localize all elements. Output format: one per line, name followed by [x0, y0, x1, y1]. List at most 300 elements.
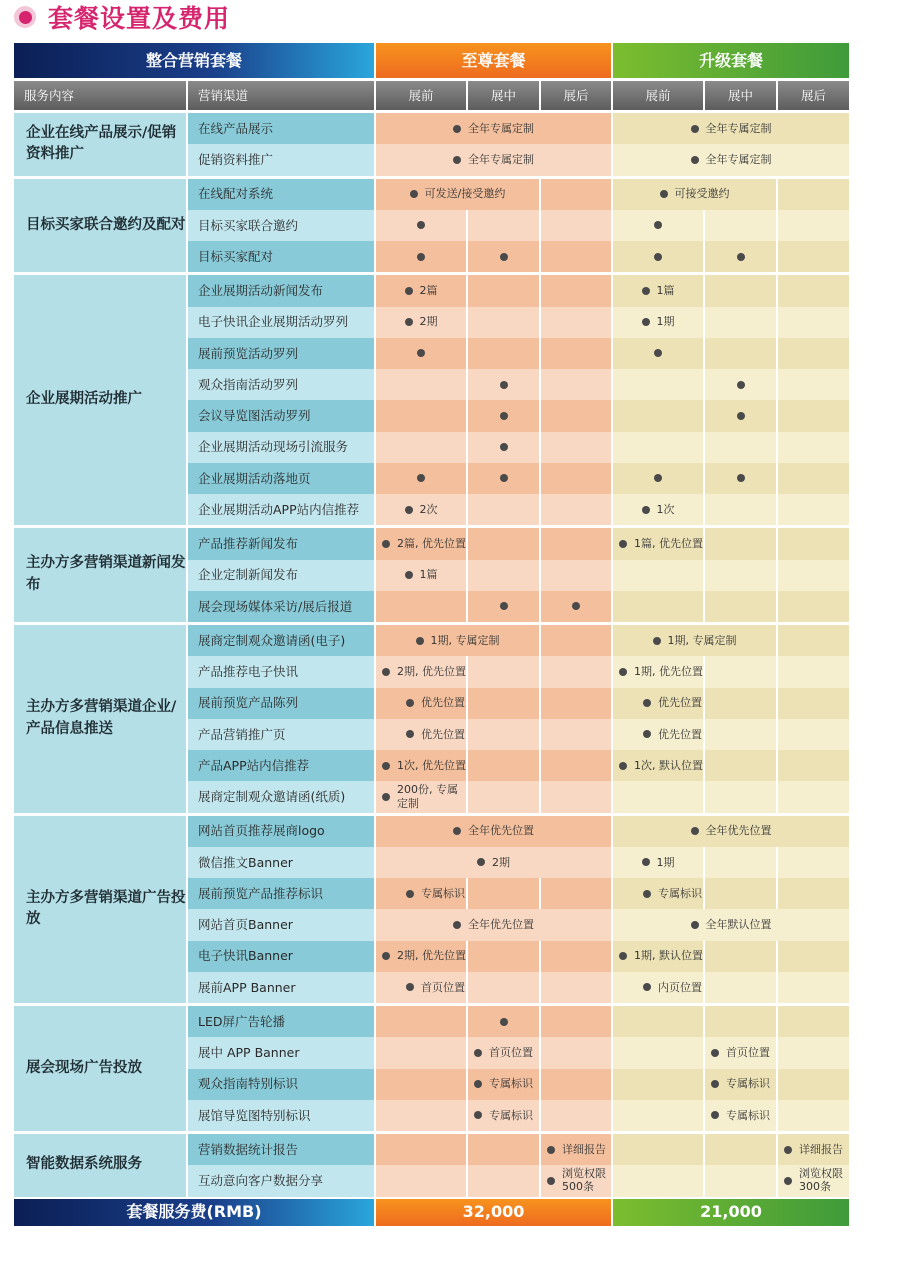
- premium-value-cell: [376, 463, 466, 494]
- premium-value-cell: [376, 528, 466, 559]
- cell-text: 全年专属定制: [705, 153, 772, 166]
- upgrade-value-cell: [705, 1134, 776, 1165]
- premium-value-cell: [541, 719, 611, 750]
- bullet-dot-icon: [654, 349, 662, 357]
- premium-value-cell: [468, 528, 539, 559]
- premium-value-cell: [376, 307, 466, 338]
- channel-label: 展前预览活动罗列: [188, 338, 374, 369]
- upgrade-value-cell: [705, 241, 776, 272]
- cell-text: 2期, 优先位置: [397, 665, 466, 678]
- cell-text: 1篇: [419, 568, 438, 582]
- upgrade-value-cell: [705, 972, 776, 1003]
- premium-value-cell: [468, 878, 539, 909]
- bullet-dot-icon: [406, 983, 414, 991]
- channel-label: 展前预览产品陈列: [188, 688, 374, 719]
- premium-value-cell: [541, 1037, 611, 1068]
- premium-value-cell: [376, 781, 466, 812]
- section-title: 主办方多营销渠道企业/产品信息推送: [14, 625, 186, 813]
- fee-label: 套餐服务费(RMB): [14, 1199, 374, 1226]
- premium-value-cell: [376, 1069, 466, 1100]
- cell-text: 可接受邀约: [674, 187, 730, 201]
- cell-text: 专属标识: [726, 1108, 770, 1122]
- premium-value-cell: [541, 275, 611, 306]
- upgrade-value-cell: [613, 847, 703, 878]
- upgrade-value-cell: [613, 179, 776, 210]
- bullet-dot-icon: [711, 1111, 719, 1119]
- upgrade-value-cell: [705, 1006, 776, 1037]
- section-title: 主办方多营销渠道广告投放: [14, 816, 186, 1004]
- upgrade-value-cell: [613, 275, 703, 306]
- channel-label: 产品APP站内信推荐: [188, 750, 374, 781]
- premium-value-cell: [468, 1006, 539, 1037]
- bullet-dot-icon: [654, 221, 662, 229]
- upgrade-value-cell: [778, 878, 849, 909]
- upgrade-value-cell: [778, 1037, 849, 1068]
- premium-value-cell: [468, 1134, 539, 1165]
- section-title: 企业展期活动推广: [14, 275, 186, 525]
- premium-value-cell: [468, 719, 539, 750]
- bullet-dot-icon: [691, 827, 699, 835]
- premium-value-cell: [468, 369, 539, 400]
- bullet-dot-icon: [416, 637, 424, 645]
- upgrade-value-cell: [613, 494, 703, 525]
- premium-value-cell: [468, 591, 539, 622]
- channel-label: 在线产品展示: [188, 113, 374, 144]
- premium-value-cell: [541, 972, 611, 1003]
- bullet-dot-icon: [417, 253, 425, 261]
- bullet-dot-icon: [500, 412, 508, 420]
- channel-label: 观众指南活动罗列: [188, 369, 374, 400]
- premium-value-cell: [541, 781, 611, 812]
- bullet-dot-icon: [691, 156, 699, 164]
- upgrade-value-cell: [613, 1006, 703, 1037]
- section-title: 展会现场广告投放: [14, 1006, 186, 1131]
- upgrade-value-cell: [778, 972, 849, 1003]
- upgrade-value-cell: [705, 781, 776, 812]
- cell-text: 2期: [419, 315, 438, 329]
- premium-value-cell: [376, 1100, 466, 1131]
- cell-text: 1次: [656, 502, 675, 516]
- premium-value-cell: [468, 241, 539, 272]
- upgrade-value-cell: [613, 941, 703, 972]
- cell-text: 全年优先位置: [468, 824, 534, 838]
- premium-value-cell: [376, 1134, 466, 1165]
- bullet-dot-icon: [406, 890, 414, 898]
- cell-text: 1期, 专属定制: [667, 633, 737, 647]
- section-title: 目标买家联合邀约及配对: [14, 179, 186, 273]
- upgrade-value-cell: [705, 338, 776, 369]
- premium-value-cell: [468, 560, 539, 591]
- bullet-dot-icon: [737, 381, 745, 389]
- upgrade-value-cell: [778, 494, 849, 525]
- bullet-dot-icon: [477, 858, 485, 866]
- channel-label: 促销资料推广: [188, 144, 374, 175]
- bullet-dot-icon: [417, 349, 425, 357]
- upgrade-value-cell: [778, 275, 849, 306]
- upgrade-value-cell: [778, 528, 849, 559]
- channel-label: 展商定制观众邀请函(纸质): [188, 781, 374, 812]
- premium-value-cell: [541, 338, 611, 369]
- upgrade-value-cell: [613, 113, 849, 144]
- bullet-dot-icon: [643, 699, 651, 707]
- bullet-dot-icon: [474, 1080, 482, 1088]
- channel-label: 产品营销推广页: [188, 719, 374, 750]
- upgrade-value-cell: [613, 625, 776, 656]
- premium-value-cell: [541, 463, 611, 494]
- upgrade-value-cell: [613, 750, 703, 781]
- premium-value-cell: [541, 750, 611, 781]
- bullet-dot-icon: [619, 762, 627, 770]
- channel-label: 企业定制新闻发布: [188, 560, 374, 591]
- premium-value-cell: [376, 369, 466, 400]
- bullet-dot-icon: [572, 602, 580, 610]
- premium-value-cell: [541, 432, 611, 463]
- header-upgrade: 升级套餐: [613, 43, 849, 78]
- premium-value-cell: [541, 1134, 611, 1165]
- cell-text: 优先位置: [658, 696, 702, 710]
- cell-text: 可发送/接受邀约: [424, 187, 506, 201]
- upgrade-value-cell: [705, 210, 776, 241]
- bullet-dot-icon: [500, 1018, 508, 1026]
- upgrade-value-cell: [778, 591, 849, 622]
- upgrade-value-cell: [705, 878, 776, 909]
- premium-value-cell: [376, 113, 611, 144]
- premium-value-cell: [541, 400, 611, 431]
- upgrade-value-cell: [778, 307, 849, 338]
- channel-label: 企业展期活动落地页: [188, 463, 374, 494]
- premium-value-cell: [468, 688, 539, 719]
- col-premium-post: 展后: [541, 81, 611, 110]
- upgrade-value-cell: [778, 941, 849, 972]
- upgrade-value-cell: [705, 275, 776, 306]
- cell-text: 2次: [419, 502, 438, 516]
- upgrade-value-cell: [778, 688, 849, 719]
- cell-text: 浏览权限 300条: [799, 1167, 843, 1193]
- cell-text: 首页位置: [726, 1046, 770, 1059]
- bullet-dot-icon: [643, 890, 651, 898]
- premium-value-cell: [468, 463, 539, 494]
- premium-value-cell: [376, 1165, 466, 1196]
- premium-value-cell: [541, 1069, 611, 1100]
- bullet-dot-icon: [654, 474, 662, 482]
- upgrade-value-cell: [613, 528, 703, 559]
- cell-text: 专属标识: [489, 1077, 533, 1091]
- premium-value-cell: [541, 528, 611, 559]
- premium-value-cell: [468, 432, 539, 463]
- upgrade-value-cell: [705, 494, 776, 525]
- cell-text: 1期, 专属定制: [430, 633, 500, 647]
- upgrade-value-cell: [613, 1037, 703, 1068]
- bullet-dot-icon: [453, 156, 461, 164]
- upgrade-value-cell: [705, 1069, 776, 1100]
- premium-value-cell: [541, 688, 611, 719]
- page-title: 套餐设置及费用: [48, 4, 231, 33]
- channel-label: 观众指南特别标识: [188, 1069, 374, 1100]
- premium-value-cell: [376, 179, 539, 210]
- premium-value-cell: [376, 210, 466, 241]
- upgrade-value-cell: [613, 210, 703, 241]
- upgrade-value-cell: [705, 560, 776, 591]
- channel-label: LED屏广告轮播: [188, 1006, 374, 1037]
- bullet-dot-icon: [643, 730, 651, 738]
- upgrade-value-cell: [705, 528, 776, 559]
- upgrade-value-cell: [613, 688, 703, 719]
- cell-text: 1篇, 优先位置: [634, 537, 703, 550]
- premium-value-cell: [541, 591, 611, 622]
- premium-value-cell: [541, 494, 611, 525]
- cell-text: 首页位置: [421, 980, 465, 994]
- channel-label: 企业展期活动APP站内信推荐: [188, 494, 374, 525]
- upgrade-value-cell: [778, 241, 849, 272]
- upgrade-value-cell: [778, 1006, 849, 1037]
- bullet-dot-icon: [619, 540, 627, 548]
- cell-text: 专属标识: [421, 886, 465, 900]
- premium-value-cell: [376, 560, 466, 591]
- cell-text: 优先位置: [421, 696, 465, 710]
- premium-value-cell: [376, 1037, 466, 1068]
- bullet-dot-icon: [642, 318, 650, 326]
- bullet-dot-icon: [784, 1177, 792, 1185]
- cell-text: 2篇: [419, 284, 438, 297]
- premium-value-cell: [376, 625, 539, 656]
- premium-value-cell: [376, 816, 611, 847]
- premium-value-cell: [541, 656, 611, 687]
- channel-label: 互动意向客户数据分享: [188, 1165, 374, 1196]
- channel-label: 产品推荐电子快讯: [188, 656, 374, 687]
- premium-empty-cell: [541, 179, 611, 210]
- bullet-dot-icon: [410, 190, 418, 198]
- channel-label: 企业展期活动新闻发布: [188, 275, 374, 306]
- channel-label: 会议导览图活动罗列: [188, 400, 374, 431]
- col-upgrade-post: 展后: [778, 81, 849, 110]
- premium-value-cell: [376, 144, 611, 175]
- upgrade-value-cell: [778, 1069, 849, 1100]
- bullet-dot-icon: [500, 602, 508, 610]
- cell-text: 200份, 专属定制: [397, 783, 458, 810]
- bullet-dot-icon: [619, 668, 627, 676]
- col-premium-during: 展中: [468, 81, 539, 110]
- cell-text: 浏览权限 500条: [562, 1167, 606, 1193]
- upgrade-value-cell: [778, 400, 849, 431]
- premium-value-cell: [376, 1006, 466, 1037]
- cell-text: 详细报告: [562, 1142, 606, 1156]
- premium-value-cell: [468, 972, 539, 1003]
- channel-label: 企业展期活动现场引流服务: [188, 432, 374, 463]
- upgrade-value-cell: [613, 400, 703, 431]
- upgrade-value-cell: [613, 1069, 703, 1100]
- premium-value-cell: [376, 656, 466, 687]
- channel-label: 微信推文Banner: [188, 847, 374, 878]
- channel-label: 电子快讯企业展期活动罗列: [188, 307, 374, 338]
- channel-label: 电子快讯Banner: [188, 941, 374, 972]
- upgrade-value-cell: [613, 241, 703, 272]
- cell-text: 1篇: [656, 284, 675, 297]
- fee-premium: 32,000: [376, 1199, 611, 1226]
- upgrade-value-cell: [613, 463, 703, 494]
- bullet-dot-icon: [405, 287, 413, 295]
- premium-value-cell: [541, 941, 611, 972]
- cell-text: 全年优先位置: [468, 918, 534, 931]
- bullet-dot-icon: [405, 571, 413, 579]
- premium-value-cell: [468, 781, 539, 812]
- channel-label: 在线配对系统: [188, 179, 374, 210]
- upgrade-value-cell: [613, 338, 703, 369]
- bullet-dot-icon: [382, 762, 390, 770]
- premium-value-cell: [541, 210, 611, 241]
- bullet-dot-icon: [382, 952, 390, 960]
- bullet-dot-icon: [406, 730, 414, 738]
- col-service: 服务内容: [14, 81, 186, 110]
- cell-text: 1次, 优先位置: [397, 758, 466, 772]
- upgrade-value-cell: [613, 719, 703, 750]
- upgrade-value-cell: [613, 656, 703, 687]
- premium-value-cell: [376, 400, 466, 431]
- bullet-dot-icon: [737, 412, 745, 420]
- premium-value-cell: [376, 494, 466, 525]
- upgrade-value-cell: [613, 560, 703, 591]
- bullet-dot-icon: [474, 1111, 482, 1119]
- upgrade-value-cell: [613, 1134, 703, 1165]
- upgrade-value-cell: [613, 432, 703, 463]
- upgrade-value-cell: [778, 656, 849, 687]
- upgrade-value-cell: [613, 307, 703, 338]
- premium-value-cell: [468, 338, 539, 369]
- upgrade-value-cell: [778, 719, 849, 750]
- channel-label: 营销数据统计报告: [188, 1134, 374, 1165]
- bullet-dot-icon: [453, 827, 461, 835]
- upgrade-value-cell: [613, 144, 849, 175]
- col-upgrade-during: 展中: [705, 81, 776, 110]
- premium-value-cell: [376, 591, 466, 622]
- upgrade-value-cell: [705, 432, 776, 463]
- channel-label: 展中 APP Banner: [188, 1037, 374, 1068]
- col-premium-pre: 展前: [376, 81, 466, 110]
- premium-value-cell: [468, 1100, 539, 1131]
- premium-value-cell: [541, 1006, 611, 1037]
- bullet-dot-icon: [474, 1049, 482, 1057]
- section-title: 主办方多营销渠道新闻发布: [14, 528, 186, 622]
- upgrade-value-cell: [613, 781, 703, 812]
- premium-value-cell: [541, 369, 611, 400]
- upgrade-value-cell: [705, 847, 776, 878]
- upgrade-value-cell: [778, 781, 849, 812]
- bullet-dot-icon: [500, 381, 508, 389]
- upgrade-value-cell: [778, 463, 849, 494]
- channel-label: 展前预览产品推荐标识: [188, 878, 374, 909]
- channel-label: 网站首页Banner: [188, 909, 374, 940]
- bullet-dot-icon: [642, 506, 650, 514]
- bullet-dot-icon: [453, 125, 461, 133]
- channel-label: 网站首页推荐展商logo: [188, 816, 374, 847]
- premium-value-cell: [541, 560, 611, 591]
- cell-text: 1期: [656, 315, 675, 329]
- premium-value-cell: [468, 494, 539, 525]
- upgrade-empty-cell: [778, 625, 849, 656]
- bullet-dot-icon: [382, 793, 390, 801]
- cell-text: 1期: [656, 855, 675, 869]
- cell-text: 全年优先位置: [705, 824, 772, 838]
- cell-text: 内页位置: [658, 980, 702, 994]
- premium-value-cell: [541, 307, 611, 338]
- upgrade-empty-cell: [778, 179, 849, 210]
- bullet-dot-icon: [691, 125, 699, 133]
- cell-text: 专属标识: [726, 1077, 770, 1091]
- premium-value-cell: [468, 1037, 539, 1068]
- premium-value-cell: [468, 1069, 539, 1100]
- bullet-dot-icon: [737, 474, 745, 482]
- upgrade-value-cell: [778, 369, 849, 400]
- fee-upgrade: 21,000: [613, 1199, 849, 1226]
- cell-text: 1期, 优先位置: [634, 665, 703, 678]
- upgrade-value-cell: [778, 1165, 849, 1196]
- upgrade-value-cell: [613, 816, 849, 847]
- upgrade-value-cell: [613, 1165, 703, 1196]
- premium-value-cell: [376, 909, 611, 940]
- bullet-dot-icon: [653, 637, 661, 645]
- channel-label: 目标买家配对: [188, 241, 374, 272]
- cell-text: 优先位置: [421, 727, 465, 741]
- upgrade-value-cell: [778, 750, 849, 781]
- cell-text: 1期, 默认位置: [634, 949, 703, 963]
- upgrade-value-cell: [705, 719, 776, 750]
- cell-text: 1次, 默认位置: [634, 758, 703, 772]
- channel-label: 展商定制观众邀请函(电子): [188, 625, 374, 656]
- premium-value-cell: [468, 210, 539, 241]
- premium-value-cell: [541, 1165, 611, 1196]
- bullet-dot-icon: [642, 858, 650, 866]
- cell-text: 专属标识: [658, 886, 702, 900]
- upgrade-value-cell: [705, 591, 776, 622]
- upgrade-value-cell: [613, 878, 703, 909]
- upgrade-value-cell: [705, 400, 776, 431]
- premium-empty-cell: [541, 625, 611, 656]
- section-title: 智能数据系统服务: [14, 1134, 186, 1197]
- cell-text: 全年专属定制: [468, 153, 534, 166]
- cell-text: 2期, 优先位置: [397, 949, 466, 963]
- bullet-dot-icon: [660, 190, 668, 198]
- bullet-dot-icon: [405, 318, 413, 326]
- premium-value-cell: [468, 656, 539, 687]
- bullet-dot-icon: [711, 1080, 719, 1088]
- channel-label: 展会现场媒体采访/展后报道: [188, 591, 374, 622]
- upgrade-value-cell: [778, 432, 849, 463]
- upgrade-value-cell: [778, 1134, 849, 1165]
- channel-label: 展前APP Banner: [188, 972, 374, 1003]
- bullet-dot-icon: [453, 921, 461, 929]
- upgrade-value-cell: [705, 656, 776, 687]
- bullet-dot-icon: [500, 443, 508, 451]
- upgrade-value-cell: [613, 909, 849, 940]
- upgrade-value-cell: [705, 369, 776, 400]
- premium-value-cell: [376, 275, 466, 306]
- premium-value-cell: [376, 847, 611, 878]
- upgrade-value-cell: [705, 463, 776, 494]
- upgrade-value-cell: [705, 688, 776, 719]
- premium-value-cell: [468, 275, 539, 306]
- premium-value-cell: [376, 719, 466, 750]
- cell-text: 全年专属定制: [468, 121, 534, 135]
- bullet-dot-icon: [382, 540, 390, 548]
- cell-text: 2篇, 优先位置: [397, 537, 466, 550]
- upgrade-value-cell: [705, 750, 776, 781]
- bullet-dot-icon: [547, 1146, 555, 1154]
- bullet-dot-icon: [500, 474, 508, 482]
- cell-text: 2期: [492, 855, 510, 869]
- bullet-dot-icon: [417, 221, 425, 229]
- bullet-dot-icon: [405, 506, 413, 514]
- upgrade-value-cell: [613, 972, 703, 1003]
- cell-text: 首页位置: [489, 1046, 533, 1059]
